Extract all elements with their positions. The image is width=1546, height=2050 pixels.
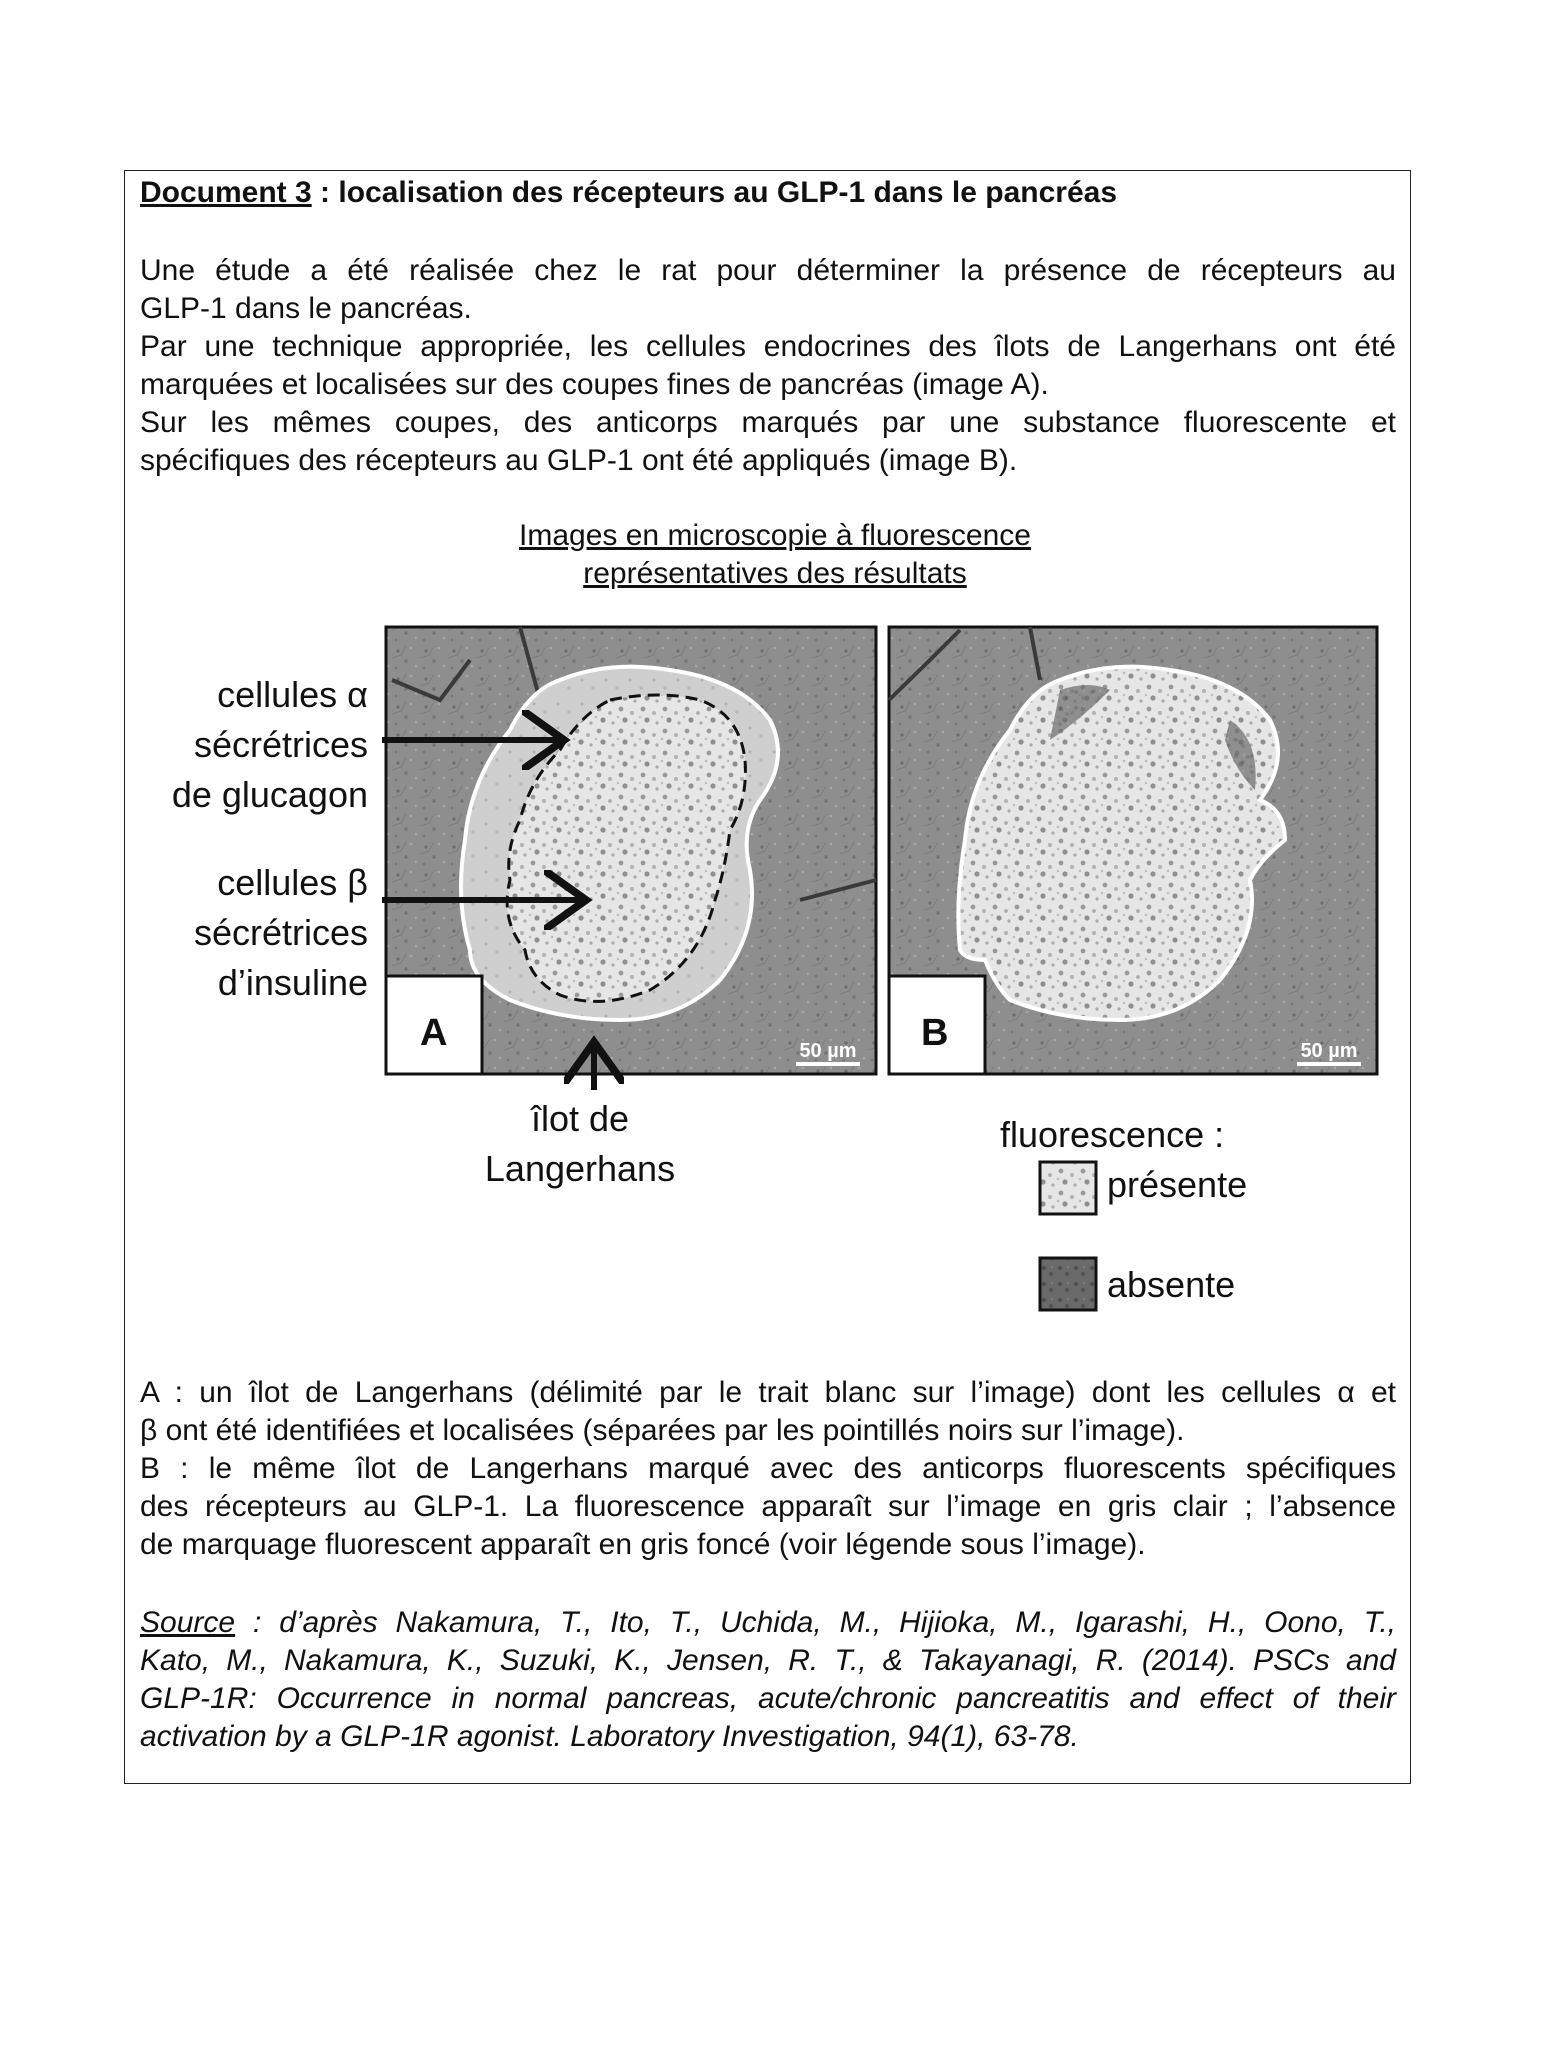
legend-absent-swatch [1040,1258,1096,1310]
panel-b [889,627,1377,1074]
figure-heading-line2: représentatives des résultats [583,557,967,590]
source-line4: activation by a GLP-1R agonist. Laboratory Investigation, 94(1), 63-78. [140,1720,1079,1753]
source-label: Source [140,1606,236,1639]
intro-p3-line1: Sur les mêmes coupes, des anticorps marqués par une substance fluorescente et [140,406,1396,439]
caption-b-line1: B : le même îlot de Langerhans marqué avec des anticorps fluorescents spécifiques [140,1452,1396,1485]
caption-b-line2: des récepteurs au GLP-1. La fluorescence apparaît sur l’image en gris clair ; l’absence [140,1490,1396,1523]
legend-present: présente [1107,1164,1248,1205]
panel-a-letter: A [420,1012,448,1054]
caption-a-line1: A : un îlot de Langerhans (délimité par le trait blanc sur l’image) dont les cellules α et [140,1376,1396,1409]
label-alpha-1: cellules α [217,674,368,715]
intro-p2-line2: marquées et localisées sur des coupes fines de pancréas (image A). [140,368,1049,401]
label-islet-2: Langerhans [484,1148,676,1189]
label-alpha-2: sécrétrices [193,724,368,765]
source-line1-text: : d’après Nakamura, T., Ito, T., Uchida, M., Hijioka, M., Igarashi, H., Oono, T., [235,1606,1396,1639]
caption-b-line3: de marquage fluorescent apparaît en gris foncé (voir légende sous l’image). [140,1528,1146,1561]
intro-p2-line1: Par une technique appropriée, les cellules endocrines des îlots de Langerhans ont été [140,330,1396,363]
intro-p1-line2: GLP-1 dans le pancréas. [140,292,472,325]
intro-p3-line2: spécifiques des récepteurs au GLP-1 ont été appliqués (image B). [140,444,1018,477]
panel-a-scale: 50 µm [799,1040,857,1062]
document-label: Document 3 [140,176,312,209]
source-line2: Kato, M., Nakamura, K., Suzuki, K., Jensen, R. T., & Takayanagi, R. (2014). PSCs and [140,1644,1396,1677]
panel-b-letter: B [921,1012,949,1054]
source-line3: GLP-1R: Occurrence in normal pancreas, acute/chronic pancreatitis and effect of their [140,1682,1396,1715]
legend-absent: absente [1107,1264,1236,1305]
intro-p1-line1: Une étude a été réalisée chez le rat pour déterminer la présence de récepteurs au [140,254,1396,287]
label-beta-3: d’insuline [217,962,368,1003]
label-alpha-3: de glucagon [171,774,368,815]
figure-heading-line1: Images en microscopie à fluorescence [519,519,1031,552]
label-islet-1: îlot de [530,1098,630,1139]
label-beta-2: sécrétrices [193,912,368,953]
legend-title: fluorescence : [1000,1114,1225,1155]
panel-a [386,627,876,1074]
source-line1 [140,1604,1396,1642]
panel-b-scale: 50 µm [1300,1040,1358,1062]
legend-present-swatch [1040,1162,1096,1214]
title-text: : localisation des récepteurs au GLP-1 dans le pancréas [311,176,1118,209]
caption-a-line2: β ont été identifiées et localisées (séparées par les pointillés noirs sur l’image). [140,1414,1185,1447]
label-beta-1: cellules β [217,862,368,903]
